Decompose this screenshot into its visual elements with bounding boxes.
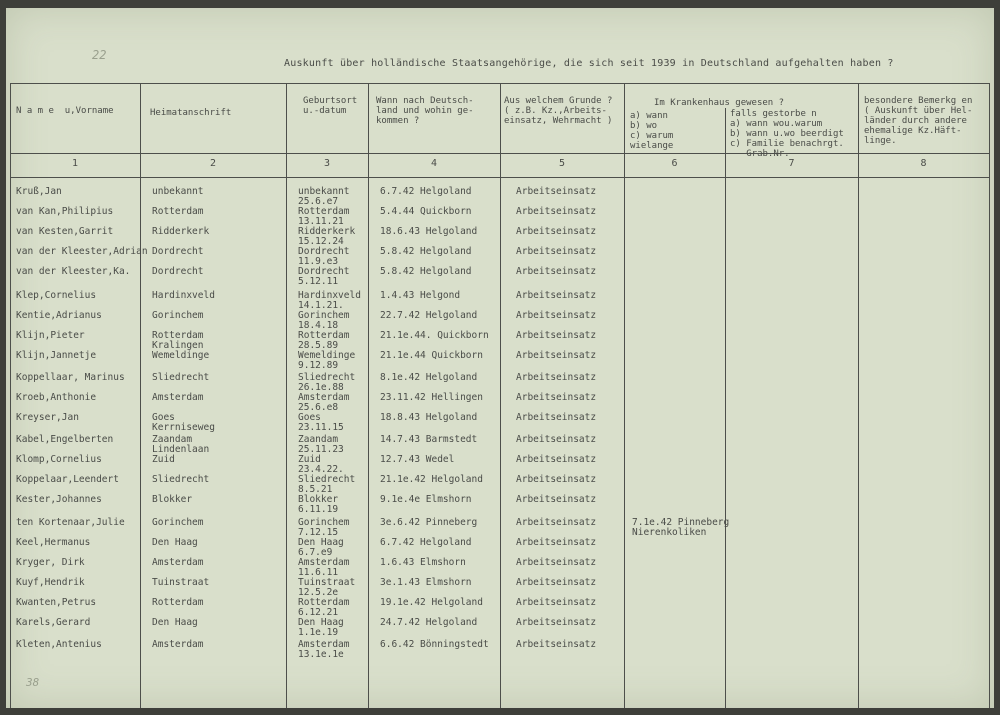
row-birth: Dordrecht 11.9.e3 — [298, 246, 350, 267]
row-arrival: 6.6.42 Bönningstedt — [380, 639, 489, 650]
row-reason: Arbeitseinsatz — [516, 246, 597, 257]
row-birth: Gorinchem 18.4.18 — [298, 310, 350, 331]
row-birth: Rotterdam 28.5.89 — [298, 330, 350, 351]
row-name: van der Kleester,Ka. — [16, 266, 131, 277]
row-name: Keel,Hermanus — [16, 537, 91, 548]
row-reason: Arbeitseinsatz — [516, 290, 597, 301]
row-address: Goes Kerrniseweg — [152, 412, 215, 433]
row-arrival: 21.1e.42 Helgoland — [380, 474, 483, 485]
table-row — [6, 618, 994, 638]
table-row — [6, 495, 994, 515]
row-name: ten Kortenaar,Julie — [16, 517, 125, 528]
row-reason: Arbeitseinsatz — [516, 454, 597, 465]
row-reason: Arbeitseinsatz — [516, 372, 597, 383]
row-reason: Arbeitseinsatz — [516, 494, 597, 505]
table-row — [6, 640, 994, 660]
table-row — [6, 455, 994, 475]
row-address: Dordrecht — [152, 266, 204, 277]
document-sheet — [6, 8, 994, 708]
row-name: Kroeb,Anthonie — [16, 392, 97, 403]
table-row — [6, 373, 994, 393]
column-number-2: 2 — [209, 158, 217, 169]
row-reason: Arbeitseinsatz — [516, 639, 597, 650]
table-row — [6, 267, 994, 287]
header-reason: Aus welchem Grunde ? ( z.B. Kz.,Arbeits- einsatz, Wehrmacht ) — [504, 96, 613, 126]
row-birth: Amsterdam 11.6.11 — [298, 557, 350, 578]
row-arrival: 3e.6.42 Pinneberg — [380, 517, 478, 528]
document-title: Auskunft über holländische Staatsangehörige, die sich seit 1939 in Deutschland aufgehalten haben ? — [284, 58, 894, 69]
row-birth: Amsterdam 13.1e.1e — [298, 639, 350, 660]
row-arrival: 6.7.42 Helgoland — [380, 537, 472, 548]
row-arrival: 21.1e.44 Quickborn — [380, 350, 483, 361]
row-address: Amsterdam — [152, 557, 204, 568]
row-birth: Hardinxveld 14.1.21. — [298, 290, 361, 311]
row-arrival: 5.8.42 Helgoland — [380, 266, 472, 277]
row-arrival: 12.7.43 Wedel — [380, 454, 455, 465]
row-arrival: 3e.1.43 Elmshorn — [380, 577, 472, 588]
table-row — [6, 227, 994, 247]
row-address: Rotterdam — [152, 597, 204, 608]
row-arrival: 21.1e.44. Quickborn — [380, 330, 489, 341]
row-reason: Arbeitseinsatz — [516, 557, 597, 568]
row-birth: Rotterdam 6.12.21 — [298, 597, 350, 618]
column-number-4: 4 — [430, 158, 438, 169]
table-row — [6, 558, 994, 578]
row-address: Den Haag — [152, 617, 198, 628]
column-number-1: 1 — [71, 158, 79, 169]
row-reason: Arbeitseinsatz — [516, 412, 597, 423]
row-reason: Arbeitseinsatz — [516, 266, 597, 277]
header-hospital: a) wann b) wo c) warum wielange — [630, 111, 674, 151]
row-reason: Arbeitseinsatz — [516, 517, 597, 528]
row-address: Dordrecht — [152, 246, 204, 257]
row-name: Klijn,Pieter — [16, 330, 85, 341]
row-reason: Arbeitseinsatz — [516, 330, 597, 341]
row-arrival: 9.1e.4e Elmshorn — [380, 494, 472, 505]
row-address: Sliedrecht — [152, 474, 210, 485]
row-reason: Arbeitseinsatz — [516, 537, 597, 548]
row-reason: Arbeitseinsatz — [516, 577, 597, 588]
row-address: Den Haag — [152, 537, 198, 548]
row-name: Kabel,Engelberten — [16, 434, 114, 445]
row-address: Amsterdam — [152, 392, 204, 403]
header-remarks: besondere Bemerkg en ( Auskunft über Hel- länder durch andere ehemalige Kz.Häft- linge. — [864, 96, 973, 146]
row-reason: Arbeitseinsatz — [516, 597, 597, 608]
row-birth: Tuinstraat 12.5.2e — [298, 577, 356, 598]
row-arrival: 6.7.42 Helgoland — [380, 186, 472, 197]
table-row — [6, 291, 994, 311]
row-name: Klep,Cornelius — [16, 290, 97, 301]
row-reason: Arbeitseinsatz — [516, 434, 597, 445]
row-arrival: 5.8.42 Helgoland — [380, 246, 472, 257]
table-row — [6, 475, 994, 495]
row-reason: Arbeitseinsatz — [516, 186, 597, 197]
row-birth: Zaandam 25.11.23 — [298, 434, 344, 455]
row-birth: Gorinchem 7.12.15 — [298, 517, 350, 538]
row-name: Koppelaar,Leendert — [16, 474, 119, 485]
row-birth: Wemeldinge 9.12.89 — [298, 350, 356, 371]
row-name: Kryger, Dirk — [16, 557, 85, 568]
table-row — [6, 247, 994, 267]
row-reason: Arbeitseinsatz — [516, 617, 597, 628]
pencil-note: 38 — [26, 676, 40, 689]
row-name: van Kan,Philipius — [16, 206, 114, 217]
table-row — [6, 538, 994, 558]
table-row — [6, 351, 994, 371]
row-birth: Sliedrecht 8.5.21 — [298, 474, 356, 495]
row-arrival: 1.4.43 Helgond — [380, 290, 461, 301]
row-reason: Arbeitseinsatz — [516, 310, 597, 321]
row-address: Wemeldinge — [152, 350, 210, 361]
row-address: Rotterdam — [152, 206, 204, 217]
header-birth: Geburtsort u.-datum — [303, 96, 358, 116]
row-arrival: 18.6.43 Helgoland — [380, 226, 478, 237]
row-arrival: 14.7.43 Barmstedt — [380, 434, 478, 445]
row-birth: Amsterdam 25.6.e8 — [298, 392, 350, 413]
row-birth: unbekannt 25.6.e7 — [298, 186, 350, 207]
row-name: Kleten,Antenius — [16, 639, 102, 650]
table-row — [6, 598, 994, 618]
column-number-7: 7 — [788, 158, 795, 169]
row-birth: Den Haag 1.1e.19 — [298, 617, 344, 638]
row-name: Kentie,Adrianus — [16, 310, 102, 321]
row-birth: Zuid 23.4.22. — [298, 454, 344, 475]
row-name: van der Kleester,Adrian — [16, 246, 148, 257]
row-reason: Arbeitseinsatz — [516, 226, 597, 237]
table-row — [6, 331, 994, 351]
column-number-6: 6 — [671, 158, 678, 169]
header-name: N a m e u,Vorname — [16, 106, 114, 116]
row-reason: Arbeitseinsatz — [516, 206, 597, 217]
table-row — [6, 393, 994, 413]
row-arrival: 22.7.42 Helgoland — [380, 310, 478, 321]
row-address: Ridderkerk — [152, 226, 210, 237]
table-row — [6, 518, 994, 538]
row-address: Blokker — [152, 494, 193, 505]
table-row — [6, 435, 994, 455]
row-name: Koppellaar, Marinus — [16, 372, 125, 383]
table-row — [6, 311, 994, 331]
row-address: Gorinchem — [152, 310, 204, 321]
column-number-3: 3 — [323, 158, 331, 169]
row-address: unbekannt — [152, 186, 204, 197]
header-address: Heimatanschrift — [150, 108, 232, 118]
header-hospital-title: Im Krankenhaus gewesen ? — [654, 98, 785, 108]
row-arrival: 18.8.43 Helgoland — [380, 412, 478, 423]
row-birth: Blokker 6.11.19 — [298, 494, 339, 515]
row-name: Klomp,Cornelius — [16, 454, 102, 465]
header-death: falls gestorbe n a) wann wou.warum b) wann u.wo beerdigt c) Familie benachrgt. Grab.Nr. — [730, 109, 844, 159]
row-arrival: 23.11.42 Hellingen — [380, 392, 483, 403]
row-birth: Ridderkerk 15.12.24 — [298, 226, 356, 247]
row-address: Amsterdam — [152, 639, 204, 650]
row-reason: Arbeitseinsatz — [516, 392, 597, 403]
row-name: Kreyser,Jan — [16, 412, 79, 423]
row-address: Hardinxveld — [152, 290, 215, 301]
row-name: Karels,Gerard — [16, 617, 91, 628]
row-address: Zaandam Lindenlaan — [152, 434, 210, 455]
row-address: Sliedrecht — [152, 372, 210, 383]
table-row — [6, 413, 994, 433]
header-arrival: Wann nach Deutsch- land und wohin ge- kommen ? — [376, 96, 474, 126]
row-address: Gorinchem — [152, 517, 204, 528]
table-row — [6, 207, 994, 227]
column-number-8: 8 — [920, 158, 927, 169]
row-birth: Rotterdam 13.11.21 — [298, 206, 350, 227]
row-arrival: 19.1e.42 Helgoland — [380, 597, 483, 608]
pencil-page-number: 22 — [92, 48, 107, 62]
row-address: Zuid — [152, 454, 175, 465]
table-row — [6, 187, 994, 207]
row-address: Tuinstraat — [152, 577, 210, 588]
row-name: Kuyf,Hendrik — [16, 577, 85, 588]
row-birth: Sliedrecht 26.1e.88 — [298, 372, 356, 393]
row-arrival: 24.7.42 Helgoland — [380, 617, 478, 628]
column-number-5: 5 — [558, 158, 566, 169]
row-name: van Kesten,Garrit — [16, 226, 114, 237]
row-birth: Dordrecht 5.12.11 — [298, 266, 350, 287]
row-reason: Arbeitseinsatz — [516, 350, 597, 361]
row-arrival: 8.1e.42 Helgoland — [380, 372, 478, 383]
row-arrival: 5.4.44 Quickborn — [380, 206, 472, 217]
row-address: Rotterdam Kralingen — [152, 330, 204, 351]
row-name: Klijn,Jannetje — [16, 350, 97, 361]
row-name: Kwanten,Petrus — [16, 597, 97, 608]
row-birth: Den Haag 6.7.e9 — [298, 537, 344, 558]
row-arrival: 1.6.43 Elmshorn — [380, 557, 466, 568]
row-birth: Goes 23.11.15 — [298, 412, 344, 433]
row-name: Kruß,Jan — [16, 186, 62, 197]
table-row — [6, 578, 994, 598]
row-hospital: 7.1e.42 Pinneberg Nierenkoliken — [632, 517, 730, 538]
row-reason: Arbeitseinsatz — [516, 474, 597, 485]
row-name: Kester,Johannes — [16, 494, 102, 505]
